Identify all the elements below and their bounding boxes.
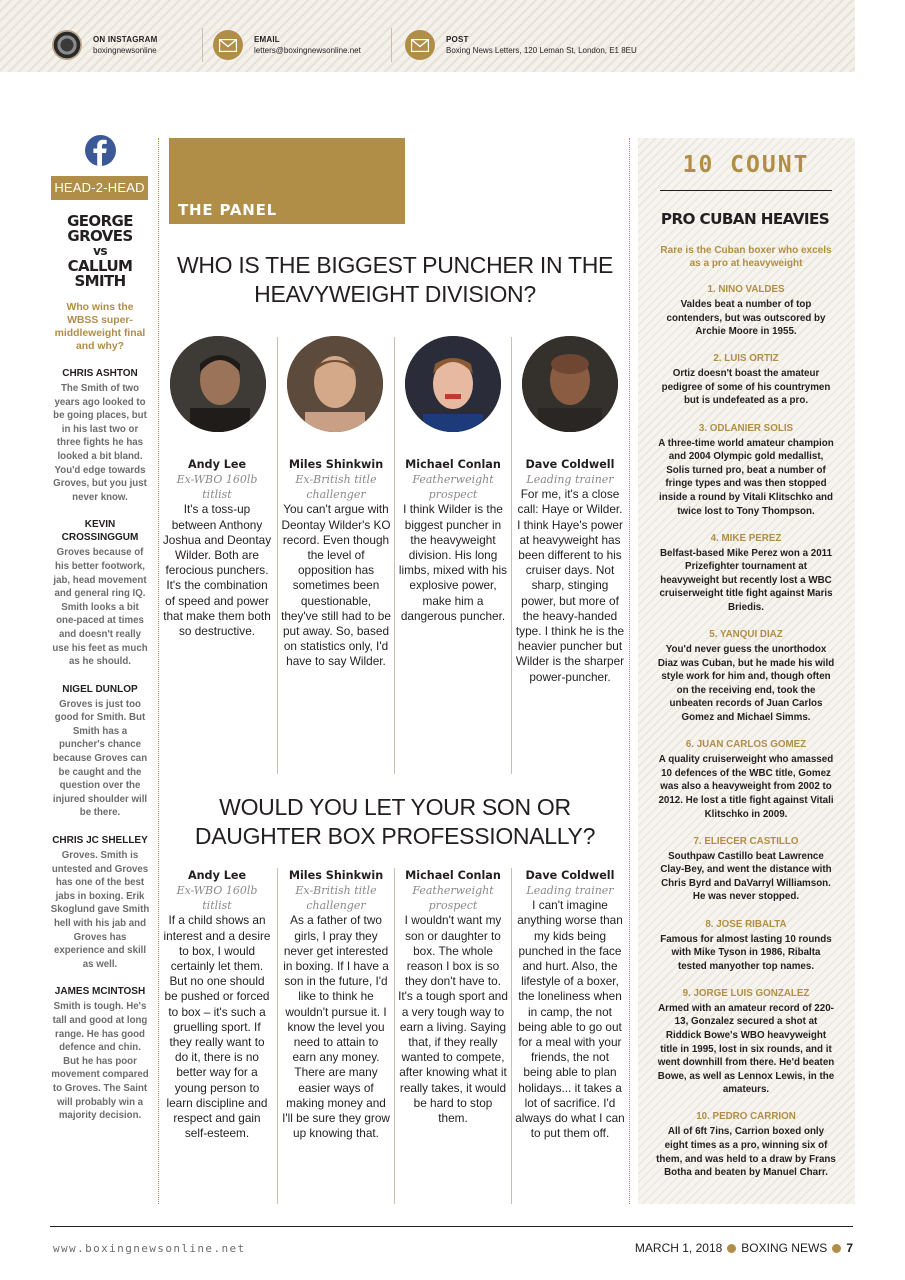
pundit-prediction: Groves because of his better footwork, jab, head movement and general ring IQ. Smith looks a bit one-paced at times and doesn't really use his feet as much as he should. (52, 547, 148, 668)
item-heading: 3. ODLANIER SOLIS (698, 422, 794, 434)
panelist-name: Andy Lee (187, 869, 247, 882)
item-heading: 8. JOSE RIBALTA (705, 918, 787, 930)
pundit-prediction: The Smith of two years ago looked to be going places, but in his last two or three fights he has looked a bit bland. You'd edge towards Groves, but you just never know. (53, 383, 147, 503)
pundit-prediction: Groves is just too good for Smith. But Smith has a puncher's chance because Groves can be caught and the question over the injured shoulder will be there. (52, 698, 148, 819)
column-divider (277, 868, 278, 1204)
footer-url[interactable]: www.boxingnewsonline.net (53, 1242, 246, 1255)
answer-text: I wouldn't want my son or daughter to box. The whole reason I box is so they don't have to. It's a tough sport and a very tough way to earn a living. Saying that, if they really wanted to compete, after knowing what it really takes, it would be hard to stop them. (398, 913, 508, 1126)
contact-strip (0, 0, 855, 72)
fighter-1: GEORGE GROVES (67, 212, 133, 245)
head-2-head-question: Who wins the WBSS super-middleweight final and why? (54, 302, 146, 352)
panelist-role: Ex-British title challenger (295, 884, 377, 913)
pundit-name: KEVIN CROSSINGGUM (61, 519, 139, 544)
item-heading: 1. NINO VALDES (707, 284, 785, 295)
item-heading: 4. MIKE PEREZ (710, 532, 782, 544)
post-label: POST (446, 35, 469, 44)
panelist-role: Featherweight prospect (412, 884, 494, 913)
answer-text: It's a toss-up between Anthony Joshua and Deontay Wilder. Both are ferocious punchers. It's the combination of speed and power that make them both so destructive. (162, 502, 272, 639)
answer-text: I can't imagine anything worse than my kids being punched in the face and hurt. Also, the lifestyle of a boxer, the loneliness when in camp, the not being able to go out for a meal with your friends, the not being able to plan holidays... it takes a lot of sacrifice. I'd always do what I can to put them off. (515, 898, 625, 1141)
instagram-contact[interactable] (52, 29, 157, 61)
envelope-icon (405, 30, 435, 60)
panelist-role: Ex-British title challenger (295, 473, 377, 502)
answer-text: If a child shows an interest and a desire to box, I would certainly let them. But no one should be pushed or forced to box – it's such a gruelling sport. If they really want to do it, there is no better way for a young person to learn discipline and respect and gain self-esteem. (163, 913, 271, 1141)
post-contact (405, 29, 637, 61)
column-divider (158, 138, 159, 1204)
answer-text: For me, it's a close call: Haye or Wilder. I think Haye's power at heavyweight has been different to his cruiser days. Not sharp, stinging power, but more of the heavy-handed type. I think he is the heavier puncher but Wilder is the sharper power-puncher. (515, 487, 625, 684)
item-text: A three-time world amateur champion and 2004 Olympic gold medallist, Solis turned pro, beat a number of fringe types and was then stopped inside a round by Vitali Klitschko and twice lost to Tony Thompson. (658, 437, 834, 517)
item-heading: 2. LUIS ORTIZ (713, 353, 779, 365)
panelist-name: Miles Shinkwin (288, 869, 384, 882)
panel-answer (515, 457, 625, 685)
question-2: WOULD YOU LET YOUR SON OR DAUGHTER BOX PROFESSIONALLY? (194, 794, 596, 849)
avatar (287, 336, 383, 432)
ten-count-item (656, 738, 836, 821)
ten-count-list (656, 283, 836, 1193)
divider (391, 28, 392, 62)
publication-name: BOXING NEWS (741, 1241, 828, 1255)
column-divider (511, 868, 512, 1204)
item-heading: 9. JORGE LUIS GONZALEZ (682, 987, 810, 999)
item-text: You'd never guess the unorthodox Diaz was Cuban, but he made his wild style work for him and, though often on the receiving end, took the unbeaten records of Juan Carlos Gomez and Michael Simms. (657, 644, 835, 724)
item-heading: 6. JUAN CARLOS GOMEZ (685, 739, 807, 751)
footer-rule (50, 1226, 853, 1227)
panelist-role: Ex-WBO 160lb titlist (176, 884, 258, 913)
email-label: EMAIL (254, 35, 280, 44)
title-rule (660, 190, 832, 191)
instagram-label: ON INSTAGRAM (93, 35, 158, 44)
instagram-handle: boxingnewsonline (93, 46, 157, 55)
column-divider (277, 337, 278, 774)
head-2-head-column (50, 135, 150, 1123)
answer-text: I think Wilder is the biggest puncher in the heavyweight division. His long limbs, mixed with his explosive power, make him a dangerous puncher. (398, 502, 508, 623)
item-heading: 10. PEDRO CARRION (696, 1111, 796, 1123)
pundit-list (50, 367, 150, 1123)
head-2-head-tag: HEAD-2-HEAD (51, 176, 148, 200)
email-address: letters@boxingnewsonline.net (254, 46, 361, 55)
panelist-name: Michael Conlan (405, 458, 501, 471)
panelist-role: Leading trainer (526, 473, 614, 486)
ten-count-item (656, 352, 836, 408)
panel-answer (398, 868, 508, 1126)
answer-text: As a father of two girls, I pray they never get interested in boxing. If I have a son in the future, I'd like to think he wouldn't pursue it. I know the level you need to attain to earn any money. There are many easier ways of making money and I'll be sure they grow up knowing that. (282, 913, 390, 1141)
panel-answer (515, 868, 625, 1141)
bullet-icon (727, 1244, 736, 1253)
panel-answer (162, 457, 272, 639)
panel-title: THE PANEL (178, 201, 278, 219)
column-divider (629, 138, 630, 1204)
pundit-entry (50, 683, 150, 820)
pundit-entry (50, 518, 150, 668)
ten-count-intro: Rare is the Cuban boxer who excels as a pro at heavyweight (660, 245, 832, 269)
fighter-2: CALLUM SMITH (67, 257, 133, 290)
column-divider (511, 337, 512, 774)
ten-count-item (656, 422, 836, 519)
item-text: Valdes beat a number of top contenders, but was outscored by Archie Moore in 1955. (666, 299, 826, 338)
panelist-role: Featherweight prospect (412, 473, 494, 502)
item-text: Famous for almost lasting 10 rounds with Mike Tyson in 1986, Ribalta tested manyother top names. (660, 933, 832, 972)
vs-label: vs (93, 244, 107, 258)
footer-folio (635, 1241, 853, 1255)
panelist-role: Leading trainer (526, 884, 614, 897)
pundit-entry (50, 985, 150, 1122)
avatar (522, 336, 618, 432)
panel-title-box (169, 138, 405, 224)
item-text: Armed with an amateur record of 220-13, Gonzalez secured a shot at Riddick Bowe's WBO heavyweight title in 1995, lost in six rounds, and it went downhill from there. He'd beaten Bowe, as well as Lennox Lewis, in the amateurs. (657, 1002, 835, 1096)
item-text: Belfast-based Mike Perez won a 2011 Prizefighter tournament at heavyweight but recently lost a WBC cruiserweight title fight against Maris Briedis. (659, 547, 833, 613)
ten-count-item (656, 835, 836, 904)
item-heading: 5. YANQUI DIAZ (709, 629, 783, 641)
ten-count-item (656, 628, 836, 725)
avatar (405, 336, 501, 432)
item-heading: 7. ELIECER CASTILLO (693, 835, 799, 847)
instagram-icon (52, 30, 82, 60)
answer-text: You can't argue with Deontay Wilder's KO record. Even though the level of opposition has sometimes been questionable, they've still had to be put away. So, based on statistics only, I'd have to say Wilder. (281, 502, 391, 669)
ten-count-title: 10 COUNT (682, 152, 810, 178)
pundit-entry (50, 367, 150, 504)
pundit-name: NIGEL DUNLOP (62, 683, 138, 695)
panel-answer (281, 457, 391, 670)
pundit-name: CHRIS JC SHELLEY (52, 835, 148, 847)
issue-date: MARCH 1, 2018 (634, 1241, 723, 1255)
post-address: Boxing News Letters, 120 Leman St, London, E1 8EU (446, 46, 637, 55)
question-1: WHO IS THE BIGGEST PUNCHER IN THE HEAVYWEIGHT DIVISION? (176, 252, 614, 307)
ten-count-item (656, 283, 836, 339)
envelope-icon (213, 30, 243, 60)
panelist-name: Dave Coldwell (525, 869, 615, 882)
pundit-name: JAMES MCINTOSH (54, 986, 146, 998)
ten-count-heading: PRO CUBAN HEAVIES (660, 210, 830, 228)
item-text: Southpaw Castillo beat Lawrence Clay-Bey, and went the distance with Chris Byrd and DaVarryl Williamson. He was never stopped. (660, 850, 832, 903)
ten-count-item (656, 1110, 836, 1179)
panelist-name: Miles Shinkwin (288, 458, 384, 471)
panel-answer (162, 868, 272, 1141)
email-contact[interactable] (213, 29, 361, 61)
avatar (170, 336, 266, 432)
item-text: Ortiz doesn't boast the amateur pedigree of some of his countrymen but is undefeated as a pro. (661, 368, 831, 407)
panel-answer (398, 457, 508, 624)
ten-count-item (656, 532, 836, 615)
item-text: All of 6ft 7ins, Carrion boxed only eight times as a pro, winning six of them, and was held to a draw by Frans Botha and beaten by Manuel Charr. (656, 1126, 836, 1179)
item-text: A quality cruiserweight who amassed 10 defences of the WBC title, Gomez was also a heavyweight from 2002 to 2012. He lost a title fight against Vitali Klitschko in 2009. (658, 754, 834, 820)
panelist-name: Michael Conlan (405, 869, 501, 882)
pundit-prediction: Groves. Smith is untested and Groves has one of the best jabs in boxing. Erik Skoglund gave Smith hell with his jab and Groves has experience and skill as well. (50, 850, 150, 970)
column-divider (394, 868, 395, 1204)
panelist-name: Dave Coldwell (525, 458, 615, 471)
ten-count-item (656, 987, 836, 1097)
ten-count-item (656, 918, 836, 974)
pundit-prediction: Smith is tough. He's tall and good at long range. He has good defence and chin. But he has poor movement compared to Groves. The Saint will probably win a majority decision. (51, 1001, 149, 1122)
pundit-entry (50, 834, 150, 971)
bullet-icon (832, 1244, 841, 1253)
divider (202, 28, 203, 62)
column-divider (394, 337, 395, 774)
facebook-icon[interactable] (85, 135, 116, 166)
pundit-name: CHRIS ASHTON (62, 368, 138, 379)
panelist-role: Ex-WBO 160lb titlist (176, 473, 258, 502)
matchup-title (50, 214, 150, 289)
page-number: 7 (846, 1241, 853, 1255)
panel-answer (281, 868, 391, 1141)
panelist-name: Andy Lee (187, 458, 247, 471)
